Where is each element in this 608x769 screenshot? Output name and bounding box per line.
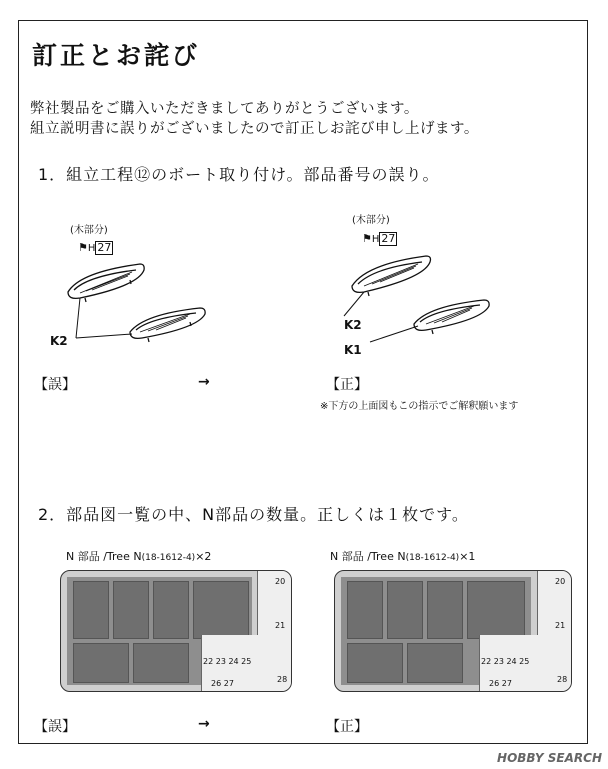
boat-upper bbox=[68, 264, 144, 302]
wrong-boats-diagram bbox=[40, 250, 230, 360]
intro-line-2: 組立説明書に誤りがございましたので訂正しお詫び申し上げます。 bbox=[30, 121, 479, 137]
wrong-sprue-image: 20 21 22 23 24 25 26 27 28 bbox=[60, 570, 292, 692]
right-callout-k2: K2 bbox=[344, 318, 362, 332]
arrow-2: → bbox=[198, 716, 210, 732]
flag-icon: ⚑ bbox=[78, 241, 88, 254]
right-wood-label: (木部分) bbox=[352, 215, 390, 226]
watermark: HOBBY SEARCH bbox=[497, 751, 602, 765]
right-mark-1: 【正】 bbox=[326, 377, 368, 393]
wrong-part-ref: ⚑H 27 bbox=[78, 241, 112, 254]
boat-upper bbox=[352, 256, 431, 296]
wrong-wood-label: (木部分) bbox=[70, 225, 108, 236]
intro-line-1: 弊社製品をご購入いただきましてありがとうございます。 bbox=[30, 101, 419, 117]
wrong-mark-1: 【誤】 bbox=[34, 377, 76, 393]
wrong-mark-2: 【誤】 bbox=[34, 719, 76, 735]
right-sprue-image: 20 21 22 23 24 25 26 27 28 bbox=[334, 570, 572, 692]
wrong-tree-title: N 部品 /Tree N(18-1612-4)×2 bbox=[66, 550, 212, 563]
right-boats-diagram bbox=[330, 240, 520, 360]
boat-lower bbox=[130, 308, 205, 342]
right-callout-k1: K1 bbox=[344, 343, 362, 357]
flag-icon: ⚑ bbox=[362, 232, 372, 245]
wrong-callout-k2: K2 bbox=[50, 334, 68, 348]
right-tree-title: N 部品 /Tree N(18-1612-4)×1 bbox=[330, 550, 476, 563]
arrow-1: → bbox=[198, 374, 210, 390]
right-mark-2: 【正】 bbox=[326, 719, 368, 735]
boat-lower bbox=[414, 300, 489, 334]
right-note: ※下方の上面図もこの指示でご解釈願います bbox=[320, 401, 519, 412]
page-title: 訂正とお詫び bbox=[32, 41, 201, 70]
section-1-heading: 1．組立工程⑫のボート取り付け。部品番号の誤り。 bbox=[38, 165, 440, 184]
right-part-ref: ⚑H 27 bbox=[362, 232, 396, 245]
section-2-heading: 2．部品図一覧の中、N部品の数量。正しくは１枚です。 bbox=[38, 505, 469, 524]
